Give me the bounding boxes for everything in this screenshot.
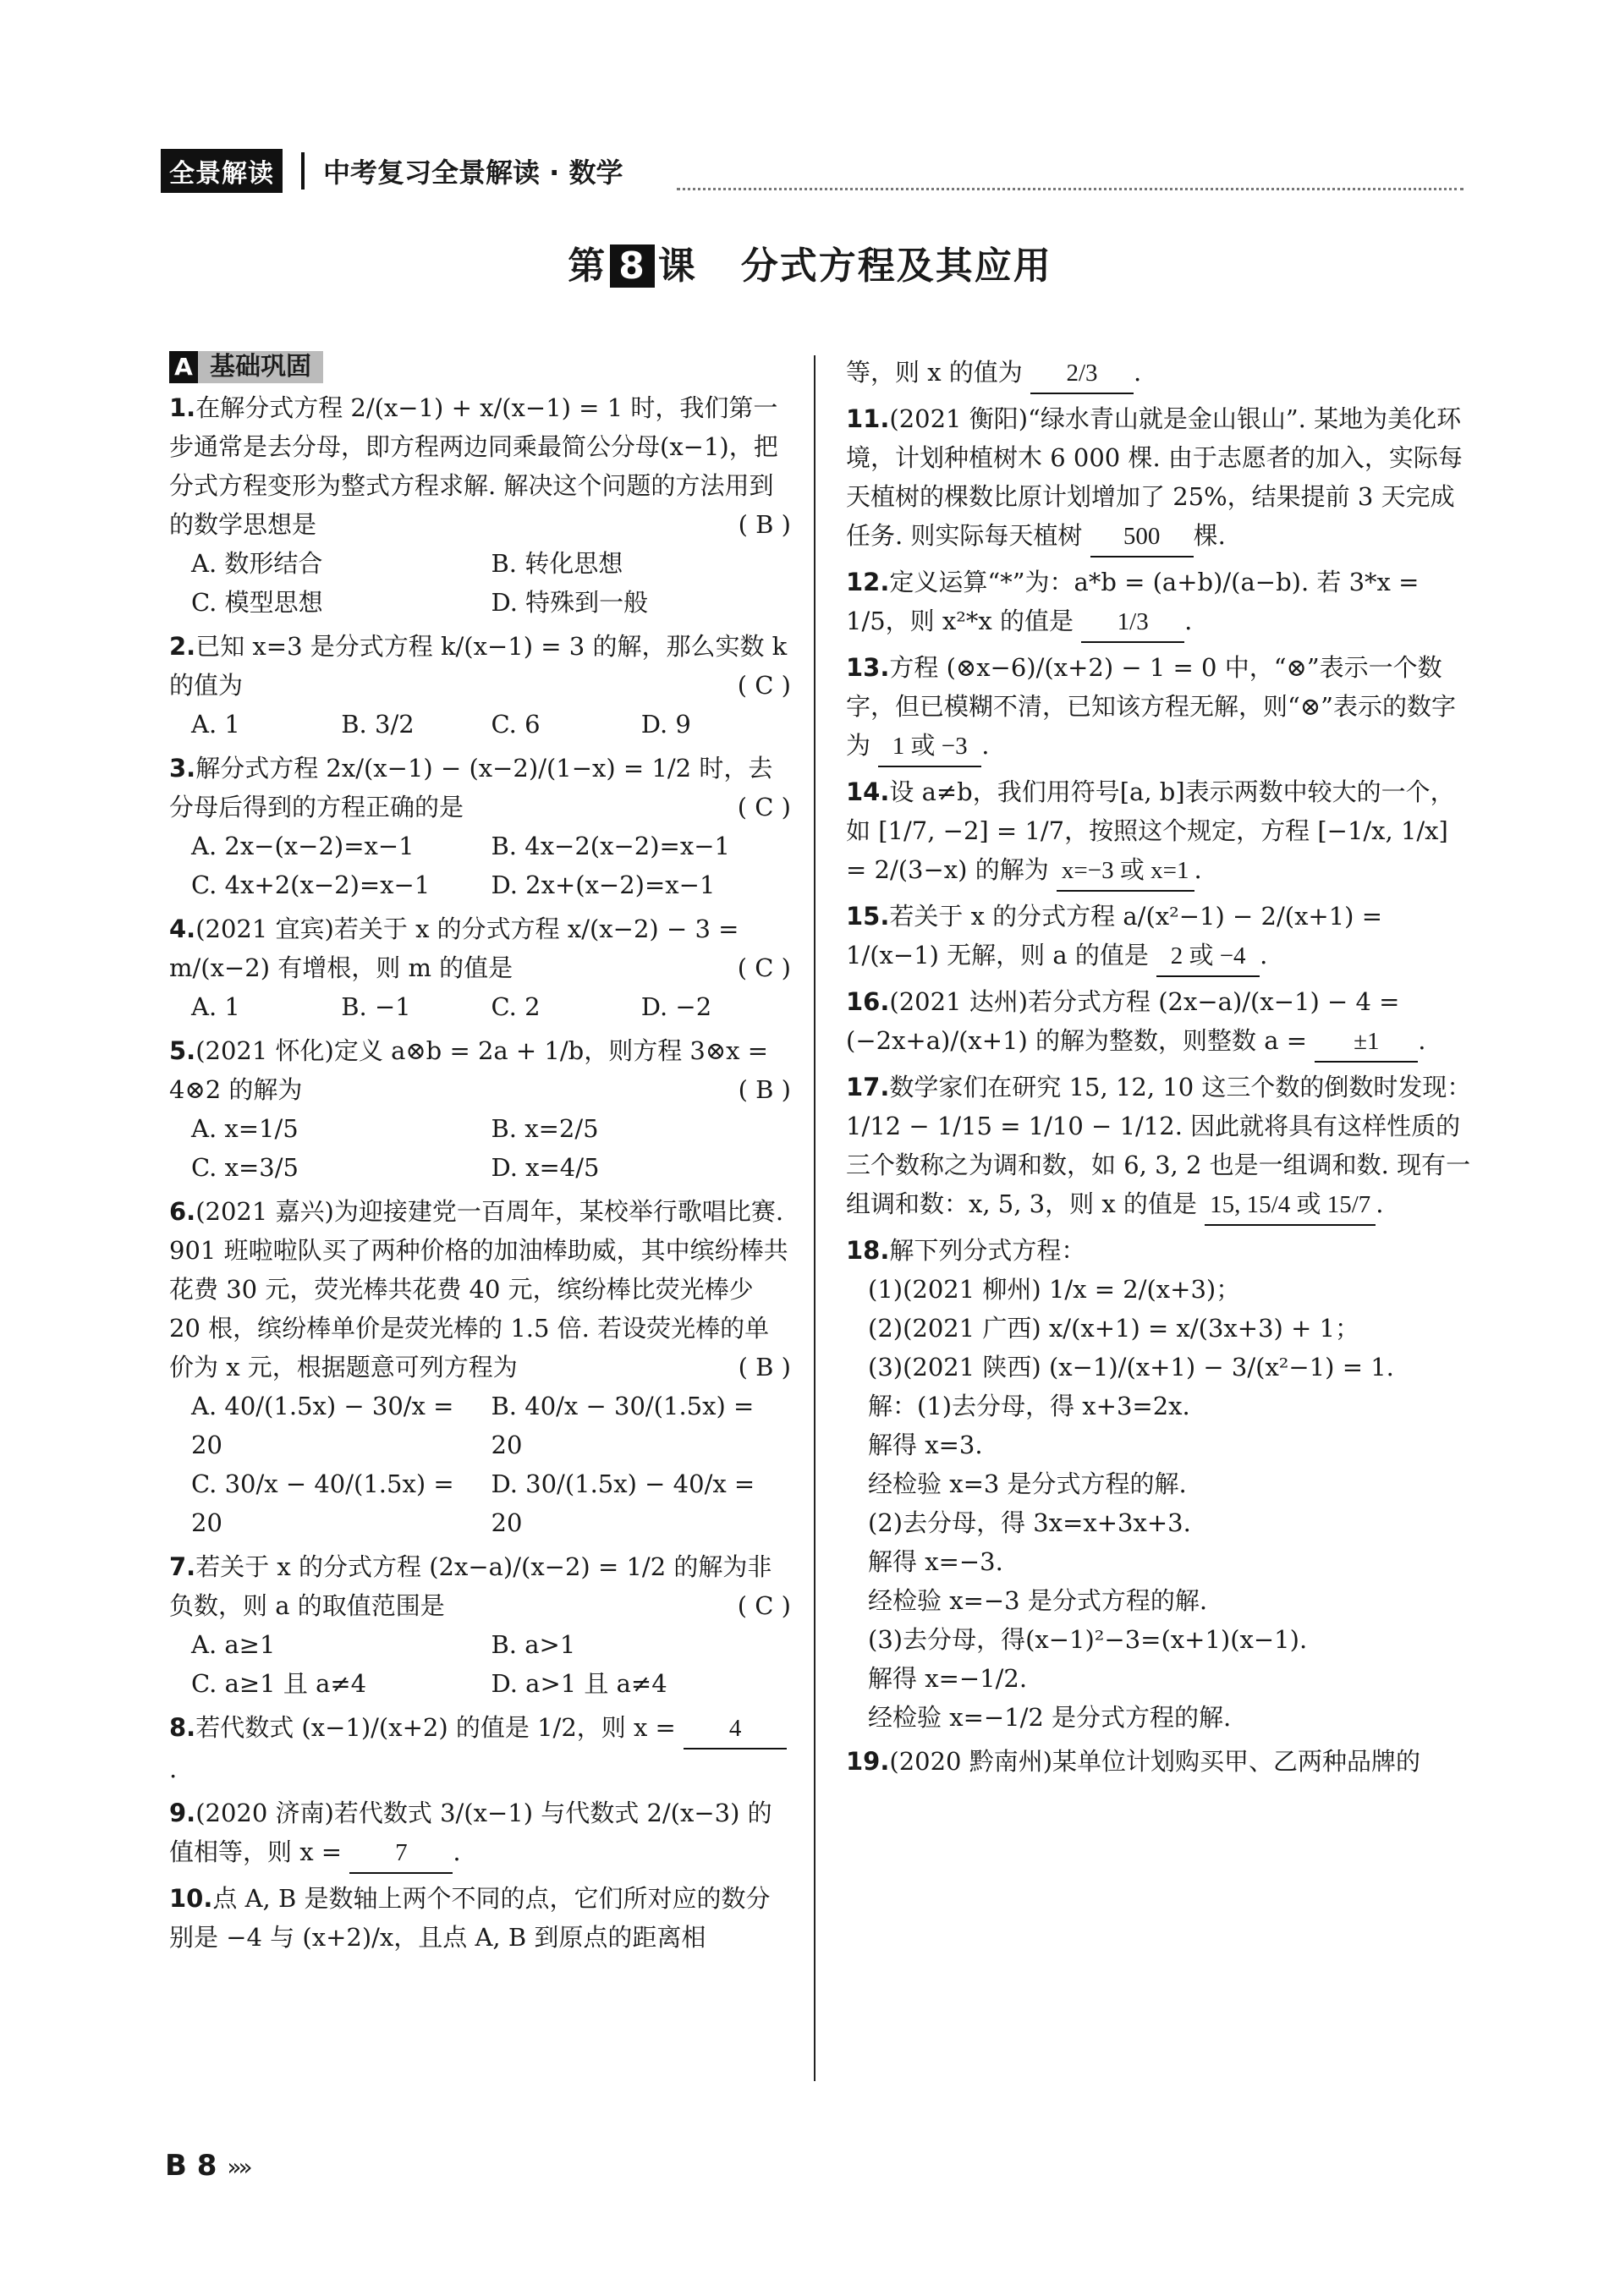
question-body: 等，则 x 的值为 bbox=[846, 358, 1023, 387]
question-text bbox=[169, 749, 791, 827]
question-number: 10. bbox=[169, 1884, 213, 1913]
running-header bbox=[161, 151, 623, 191]
question-body: 解下列分式方程： bbox=[889, 1236, 1086, 1265]
option-item: A. a≥1 bbox=[191, 1630, 276, 1659]
answer-blank: 1/3 bbox=[1081, 602, 1184, 643]
option-item: A. x=1/5 bbox=[191, 1114, 299, 1143]
question-text bbox=[846, 399, 1472, 558]
option-item: B. −1 bbox=[341, 992, 411, 1021]
option-item: D. −2 bbox=[640, 992, 712, 1021]
question-number: 18. bbox=[846, 1236, 890, 1265]
lesson-number: 8 bbox=[610, 244, 655, 288]
question-number: 11. bbox=[846, 404, 890, 433]
option-item: D. 特殊到一般 bbox=[491, 588, 649, 617]
question-tail: . bbox=[1260, 941, 1268, 969]
answer-blank: 7 bbox=[349, 1833, 453, 1874]
question-number: 16. bbox=[846, 987, 890, 1016]
question-text bbox=[846, 563, 1472, 643]
question-body: (2020 黔南州)某单位计划购买甲、乙两种品牌的 bbox=[889, 1747, 1421, 1776]
question-body: (2020 济南)若代数式 3/(x−1) 与代数式 2/(x−3) 的值相等，则 x = bbox=[169, 1799, 772, 1866]
question-19 bbox=[846, 1742, 1472, 1781]
question-body: 数学家们在研究 15, 12, 10 这三个数的倒数时发现：1/12 − 1/15 = 1/10 − 1/12. 因此就将具有这样性质的三个数称之为调和数，如 6, 3, 2 也是一组调和数. 现有一组调和数：x, 5, 3，则 x 的值是 bbox=[846, 1073, 1472, 1218]
question-text bbox=[169, 1547, 791, 1625]
option-item: A. 1 bbox=[191, 992, 240, 1021]
question-text bbox=[846, 353, 1472, 394]
question-7 bbox=[169, 1547, 791, 1703]
option-item: B. 3/2 bbox=[341, 710, 415, 739]
option-item: A. 数形结合 bbox=[191, 549, 323, 578]
answer-blank: 500 bbox=[1090, 517, 1194, 558]
lesson-name: 分式方程及其应用 bbox=[740, 244, 1052, 288]
question-text bbox=[169, 627, 791, 705]
option-item: B. x=2/5 bbox=[491, 1114, 599, 1143]
question-body: 若关于 x 的分式方程 a/(x²−1) − 2/(x+1) = 1/(x−1) 无解，则 a 的值是 bbox=[846, 902, 1383, 969]
question-number: 12. bbox=[846, 568, 890, 596]
option-item: D. x=4/5 bbox=[491, 1153, 600, 1182]
question-2 bbox=[169, 627, 791, 744]
question-17 bbox=[846, 1068, 1472, 1226]
question-body: (2021 怀化)定义 a⊗b = 2a + 1/b，则方程 3⊗x = 4⊗2 的解为 bbox=[169, 1036, 769, 1104]
question-number: 14. bbox=[846, 777, 890, 806]
question-tail: . bbox=[453, 1837, 461, 1866]
question-tail: 棵. bbox=[1193, 521, 1226, 550]
question-number: 2. bbox=[169, 632, 196, 661]
question-3 bbox=[169, 749, 791, 904]
question-body: 在解分式方程 2/(x−1) + x/(x−1) = 1 时，我们第一步通常是去分母，即方程两边同乘最简公分母(x−1)，把分式方程变形为整式方程求解. 解决这个问题的方法用到的数学思想是 bbox=[169, 393, 778, 539]
page-number: B 8 bbox=[165, 2149, 217, 2183]
question-tail: . bbox=[1376, 1189, 1384, 1218]
right-column bbox=[846, 351, 1472, 1786]
option-item: A. 40/(1.5x) − 30/x = 20 bbox=[191, 1392, 454, 1459]
options-list bbox=[169, 987, 791, 1026]
options-list bbox=[169, 827, 791, 904]
question-11 bbox=[846, 399, 1472, 558]
question-body: (2021 达州)若分式方程 (2x−a)/(x−1) − 4 = (−2x+a)/(x+1) 的解为整数，则整数 a = bbox=[846, 987, 1400, 1055]
options-list bbox=[169, 1109, 791, 1187]
column-divider bbox=[814, 355, 815, 2081]
question-14 bbox=[846, 772, 1472, 892]
options-list bbox=[169, 705, 791, 744]
question-4 bbox=[169, 909, 791, 1026]
answer-blank: 15, 15/4 或 15/7 bbox=[1205, 1185, 1376, 1226]
option-item: B. 40/x − 30/(1.5x) = 20 bbox=[491, 1392, 755, 1459]
question-text bbox=[169, 1192, 791, 1387]
answer-choice: ( C ) bbox=[737, 953, 791, 982]
option-item: B. a>1 bbox=[491, 1630, 576, 1659]
question-tail: . bbox=[1418, 1026, 1426, 1055]
solution-line: 解得 x=3. bbox=[868, 1431, 983, 1459]
question-1 bbox=[169, 388, 791, 622]
question-text bbox=[169, 1708, 791, 1788]
answer-choice: ( C ) bbox=[737, 1591, 791, 1620]
question-number: 9. bbox=[169, 1799, 196, 1827]
option-item: B. 转化思想 bbox=[491, 549, 623, 578]
question-text bbox=[846, 897, 1472, 977]
header-divider bbox=[301, 152, 305, 190]
option-item: D. 9 bbox=[640, 710, 691, 739]
question-body: 若代数式 (x−1)/(x+2) 的值是 1/2，则 x = bbox=[195, 1713, 676, 1742]
lesson-suffix: 课 bbox=[657, 244, 697, 288]
question-text bbox=[169, 1793, 791, 1874]
answer-choice: ( B ) bbox=[738, 1353, 791, 1381]
solution-line: 解得 x=−1/2. bbox=[868, 1664, 1028, 1693]
arrows-icon: »» bbox=[227, 2153, 250, 2181]
answer-blank: ±1 bbox=[1315, 1022, 1418, 1063]
question-9 bbox=[169, 1793, 791, 1874]
question-body: 定义运算“*”为：a*b = (a+b)/(a−b). 若 3*x = 1/5，则 x²*x 的值是 bbox=[846, 568, 1420, 635]
question-text bbox=[846, 772, 1472, 892]
option-item: C. 4x+2(x−2)=x−1 bbox=[191, 871, 431, 899]
section-name: 基础巩固 bbox=[198, 351, 323, 383]
lesson-title bbox=[0, 235, 1620, 289]
answer-blank: 4 bbox=[684, 1709, 787, 1749]
option-item: C. 30/x − 40/(1.5x) = 20 bbox=[191, 1469, 454, 1537]
question-16 bbox=[846, 982, 1472, 1063]
option-item: D. 2x+(x−2)=x−1 bbox=[491, 871, 716, 899]
answer-blank: x=−3 或 x=1 bbox=[1057, 851, 1194, 892]
option-item: C. x=3/5 bbox=[191, 1153, 299, 1182]
option-item: C. 模型思想 bbox=[191, 588, 323, 617]
answer-blank: 1 或 −3 bbox=[878, 727, 981, 767]
sub-question: (1)(2021 柳州) 1/x = 2/(x+3)； bbox=[868, 1275, 1241, 1304]
question-text bbox=[846, 982, 1472, 1063]
question-number: 4. bbox=[169, 915, 196, 943]
question-text bbox=[846, 648, 1472, 767]
options-list bbox=[169, 1387, 791, 1542]
solution-line: (3)去分母，得(x−1)²−3=(x+1)(x−1). bbox=[868, 1625, 1308, 1654]
left-questions bbox=[169, 388, 791, 1957]
question-number: 15. bbox=[846, 902, 890, 931]
question-10 bbox=[169, 1879, 791, 1957]
question-text bbox=[169, 1031, 791, 1109]
question-tail: . bbox=[1134, 358, 1142, 387]
question-tail: . bbox=[169, 1755, 178, 1783]
question-15 bbox=[846, 897, 1472, 977]
answer-choice: ( C ) bbox=[737, 793, 791, 821]
sub-question: (2)(2021 广西) x/(x+1) = x/(3x+3) + 1； bbox=[868, 1314, 1360, 1343]
question-number: 6. bbox=[169, 1197, 196, 1226]
question-text bbox=[846, 1742, 1472, 1781]
option-item: C. 6 bbox=[491, 710, 541, 739]
book-title: 中考复习全景解读 · 数学 bbox=[323, 157, 623, 189]
question-tail: . bbox=[1194, 855, 1202, 884]
sub-question: (3)(2021 陕西) (x−1)/(x+1) − 3/(x²−1) = 1. bbox=[868, 1353, 1394, 1381]
solution-line: 解：(1)去分母，得 x+3=2x. bbox=[868, 1392, 1190, 1420]
header-dotted-rule bbox=[677, 188, 1463, 190]
answer-choice: ( B ) bbox=[738, 510, 791, 539]
lesson-prefix: 第 bbox=[568, 244, 607, 288]
question-body: 方程 (⊗x−6)/(x+2) − 1 = 0 中，“⊗”表示一个数字，但已模糊不清，已知该方程无解，则“⊗”表示的数字为 bbox=[846, 653, 1456, 760]
solution-line: 经检验 x=3 是分式方程的解. bbox=[868, 1469, 1187, 1498]
header-badge: 全景解读 bbox=[161, 149, 283, 193]
question-13 bbox=[846, 648, 1472, 767]
question-body: (2021 宜宾)若关于 x 的分式方程 x/(x−2) − 3 = m/(x−2) 有增根，则 m 的值是 bbox=[169, 915, 739, 982]
answer-choice: ( B ) bbox=[738, 1075, 791, 1104]
solution-line: 经检验 x=−1/2 是分式方程的解. bbox=[868, 1703, 1232, 1732]
question-number: 19. bbox=[846, 1747, 890, 1776]
question-body: 解分式方程 2x/(x−1) − (x−2)/(1−x) = 1/2 时，去分母后得到的方程正确的是 bbox=[169, 754, 773, 821]
question-12 bbox=[846, 563, 1472, 643]
option-item: C. 2 bbox=[491, 992, 541, 1021]
question-number: 17. bbox=[846, 1073, 890, 1101]
question-tail: . bbox=[981, 731, 990, 760]
question-body: (2021 衡阳)“绿水青山就是金山银山”. 某地为美化环境，计划种植树木 6 000 棵. 由于志愿者的加入，实际每天植树的棵数比原计划增加了 25%，结果提前 3 天完成任务. 则实际每天植树 bbox=[846, 404, 1463, 550]
question-number: 3. bbox=[169, 754, 196, 783]
question-text bbox=[846, 1068, 1472, 1226]
solution-line: (2)去分母，得 3x=x+3x+3. bbox=[868, 1508, 1191, 1537]
section-letter: A bbox=[169, 351, 198, 383]
question-text bbox=[169, 388, 791, 544]
question-text bbox=[169, 909, 791, 987]
option-item: A. 2x−(x−2)=x−1 bbox=[191, 832, 415, 860]
question-number: 8. bbox=[169, 1713, 196, 1742]
question-cont bbox=[846, 353, 1472, 394]
question-number: 7. bbox=[169, 1552, 196, 1581]
option-item: D. a>1 且 a≠4 bbox=[491, 1669, 667, 1698]
section-heading bbox=[169, 351, 791, 383]
options-list bbox=[169, 1625, 791, 1703]
question-body: 点 A, B 是数轴上两个不同的点，它们所对应的数分别是 −4 与 (x+2)/x，且点 A, B 到原点的距离相 bbox=[169, 1884, 771, 1952]
left-column bbox=[169, 351, 791, 1962]
answer-blank: 2 或 −4 bbox=[1156, 937, 1260, 977]
answer-choice: ( C ) bbox=[737, 671, 791, 700]
option-item: A. 1 bbox=[191, 710, 240, 739]
right-questions bbox=[846, 353, 1472, 1781]
question-5 bbox=[169, 1031, 791, 1187]
answer-blank: 2/3 bbox=[1030, 354, 1134, 394]
question-8 bbox=[169, 1708, 791, 1788]
question-body: (2021 嘉兴)为迎接建党一百周年，某校举行歌唱比赛. 901 班啦啦队买了两种价格的加油棒助威，其中缤纷棒共花费 30 元，荧光棒共花费 40 元，缤纷棒比荧光棒少 20 根，缤纷棒单价是荧光棒的 1.5 倍. 若设荧光棒的单价为 x 元，根据题意可列方程为 bbox=[169, 1197, 788, 1381]
question-body: 已知 x=3 是分式方程 k/(x−1) = 3 的解，那么实数 k 的值为 bbox=[169, 632, 788, 700]
question-body: 设 a≠b，我们用符号[a, b]表示两数中较大的一个，如 [1/7, −2] = 1/7，按照这个规定，方程 [−1/x, 1/x] = 2/(3−x) 的解为 bbox=[846, 777, 1455, 884]
solution-line: 经检验 x=−3 是分式方程的解. bbox=[868, 1586, 1208, 1615]
question-18 bbox=[846, 1231, 1472, 1737]
solution-line: 解得 x=−3. bbox=[868, 1547, 1003, 1576]
question-text bbox=[169, 1879, 791, 1957]
question-number: 1. bbox=[169, 393, 196, 422]
question-number: 5. bbox=[169, 1036, 196, 1065]
question-text bbox=[846, 1231, 1472, 1270]
page-footer bbox=[165, 2149, 250, 2183]
question-tail: . bbox=[1184, 607, 1193, 635]
question-number: 13. bbox=[846, 653, 890, 682]
option-item: D. 30/(1.5x) − 40/x = 20 bbox=[491, 1469, 755, 1537]
options-list bbox=[169, 544, 791, 622]
option-item: C. a≥1 且 a≠4 bbox=[191, 1669, 367, 1698]
option-item: B. 4x−2(x−2)=x−1 bbox=[491, 832, 730, 860]
question-body: 若关于 x 的分式方程 (2x−a)/(x−2) = 1/2 的解为非负数，则 a 的取值范围是 bbox=[169, 1552, 772, 1620]
question-6 bbox=[169, 1192, 791, 1542]
